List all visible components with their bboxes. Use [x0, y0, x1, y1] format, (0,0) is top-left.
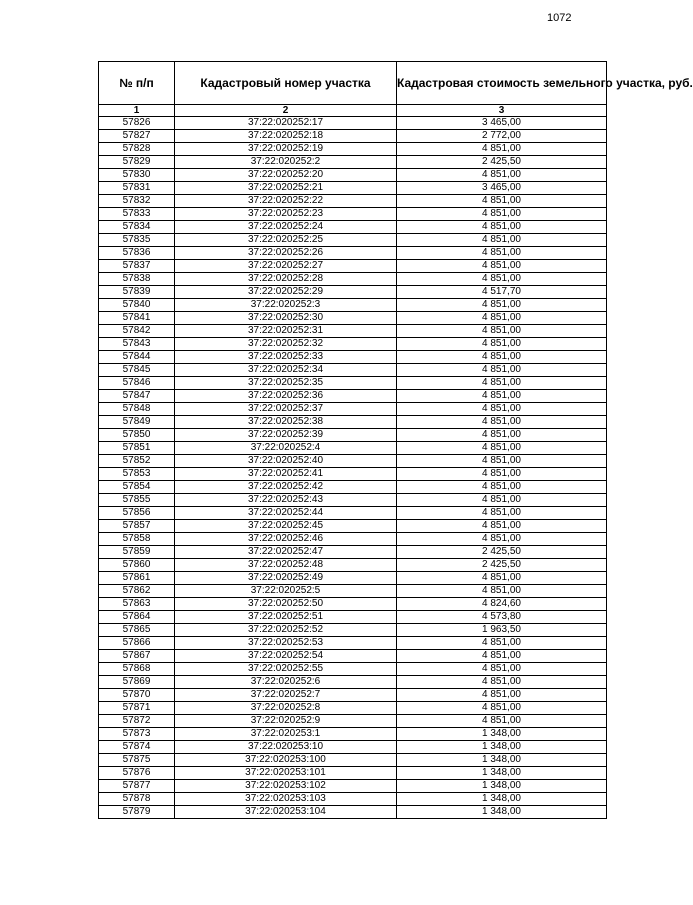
- cadastral-number: 37:22:020252:7: [175, 689, 397, 702]
- cadastral-value: 4 851,00: [397, 416, 607, 429]
- row-number: 57858: [99, 533, 175, 546]
- cadastral-value: 4 517,70: [397, 286, 607, 299]
- cadastral-number: 37:22:020253:10: [175, 741, 397, 754]
- cadastral-number: 37:22:020253:101: [175, 767, 397, 780]
- table-row: [99, 676, 607, 689]
- table-row: [99, 533, 607, 546]
- cadastral-value: 4 851,00: [397, 585, 607, 598]
- table-row: [99, 650, 607, 663]
- table-row: [99, 598, 607, 611]
- row-number: 57874: [99, 741, 175, 754]
- row-number: 57859: [99, 546, 175, 559]
- table-row: [99, 130, 607, 143]
- row-number: 57852: [99, 455, 175, 468]
- row-number: 57830: [99, 169, 175, 182]
- cadastral-value: 4 851,00: [397, 481, 607, 494]
- cadastre-table: [98, 61, 693, 819]
- cadastral-number: 37:22:020252:37: [175, 403, 397, 416]
- cadastral-value: 1 348,00: [397, 806, 607, 819]
- table-row: [99, 143, 607, 156]
- cadastral-number: 37:22:020252:24: [175, 221, 397, 234]
- table-row: [99, 481, 607, 494]
- table-row: [99, 520, 607, 533]
- column-index-1: 1: [99, 105, 175, 117]
- row-number: 57855: [99, 494, 175, 507]
- table-row: [99, 624, 607, 637]
- table-row: [99, 728, 607, 741]
- row-number: 57837: [99, 260, 175, 273]
- table-row: [99, 377, 607, 390]
- row-number: 57829: [99, 156, 175, 169]
- row-number: 57854: [99, 481, 175, 494]
- header-cadastral-value: Кадастровая стоимость земельного участка, руб.: [397, 62, 607, 105]
- cadastral-number: 37:22:020252:5: [175, 585, 397, 598]
- cadastral-number: 37:22:020252:27: [175, 260, 397, 273]
- table-row: [99, 390, 607, 403]
- table-row: [99, 780, 607, 793]
- table-row: [99, 247, 607, 260]
- cadastral-number: 37:22:020252:52: [175, 624, 397, 637]
- row-number: 57827: [99, 130, 175, 143]
- cadastral-value: 2 425,50: [397, 546, 607, 559]
- cadastral-number: 37:22:020252:21: [175, 182, 397, 195]
- table-row: [99, 312, 607, 325]
- row-number: 57866: [99, 637, 175, 650]
- row-number: 57838: [99, 273, 175, 286]
- row-number: 57869: [99, 676, 175, 689]
- table-row: [99, 286, 607, 299]
- row-number: 57878: [99, 793, 175, 806]
- cadastral-value: 4 851,00: [397, 429, 607, 442]
- cadastral-number: 37:22:020252:2: [175, 156, 397, 169]
- table-row: [99, 364, 607, 377]
- cadastral-value: 1 348,00: [397, 767, 607, 780]
- row-number: 57849: [99, 416, 175, 429]
- cadastral-value: 4 851,00: [397, 260, 607, 273]
- cadastral-number: 37:22:020252:31: [175, 325, 397, 338]
- table-row: [99, 546, 607, 559]
- cadastral-number: 37:22:020252:54: [175, 650, 397, 663]
- cadastral-number: 37:22:020252:9: [175, 715, 397, 728]
- cadastral-value: 4 851,00: [397, 455, 607, 468]
- cadastral-value: 3 465,00: [397, 117, 607, 130]
- table-row: [99, 494, 607, 507]
- row-number: 57861: [99, 572, 175, 585]
- table-row: [99, 169, 607, 182]
- cadastral-value: 4 851,00: [397, 364, 607, 377]
- row-number: 57844: [99, 351, 175, 364]
- table-row: [99, 715, 607, 728]
- table-row: [99, 507, 607, 520]
- cadastral-number: 37:22:020252:44: [175, 507, 397, 520]
- cadastral-value: 4 851,00: [397, 702, 607, 715]
- cadastral-number: 37:22:020253:1: [175, 728, 397, 741]
- cadastral-value: 1 348,00: [397, 793, 607, 806]
- row-number: 57834: [99, 221, 175, 234]
- row-number: 57846: [99, 377, 175, 390]
- table-row: [99, 741, 607, 754]
- cadastral-number: 37:22:020252:35: [175, 377, 397, 390]
- cadastral-value: 4 851,00: [397, 143, 607, 156]
- table-row: [99, 273, 607, 286]
- cadastral-number: 37:22:020252:49: [175, 572, 397, 585]
- cadastral-value: 4 573,80: [397, 611, 607, 624]
- table-row: [99, 754, 607, 767]
- cadastral-number: 37:22:020252:30: [175, 312, 397, 325]
- header-number: № п/п: [99, 62, 175, 105]
- cadastral-value: 4 851,00: [397, 442, 607, 455]
- cadastral-value: 2 772,00: [397, 130, 607, 143]
- cadastral-number: 37:22:020252:34: [175, 364, 397, 377]
- cadastral-number: 37:22:020253:100: [175, 754, 397, 767]
- cadastral-number: 37:22:020252:19: [175, 143, 397, 156]
- cadastral-number: 37:22:020252:26: [175, 247, 397, 260]
- cadastral-value: 2 425,50: [397, 559, 607, 572]
- cadastral-value: 3 465,00: [397, 182, 607, 195]
- cadastral-value: 1 348,00: [397, 741, 607, 754]
- cadastral-value: 4 851,00: [397, 221, 607, 234]
- row-number: 57871: [99, 702, 175, 715]
- table-row: [99, 416, 607, 429]
- cadastral-number: 37:22:020252:4: [175, 442, 397, 455]
- cadastral-number: 37:22:020252:40: [175, 455, 397, 468]
- table-row: [99, 455, 607, 468]
- cadastral-value: 1 348,00: [397, 728, 607, 741]
- row-number: 57835: [99, 234, 175, 247]
- cadastral-number: 37:22:020252:18: [175, 130, 397, 143]
- row-number: 57863: [99, 598, 175, 611]
- table-row: [99, 260, 607, 273]
- cadastral-value: 4 851,00: [397, 234, 607, 247]
- row-number: 57867: [99, 650, 175, 663]
- cadastral-number: 37:22:020252:51: [175, 611, 397, 624]
- column-index-3: 3: [397, 105, 607, 117]
- table-row: [99, 325, 607, 338]
- table-row: [99, 572, 607, 585]
- cadastral-value: 4 851,00: [397, 676, 607, 689]
- cadastral-value: 4 851,00: [397, 299, 607, 312]
- cadastral-value: 4 851,00: [397, 377, 607, 390]
- cadastral-number: 37:22:020252:25: [175, 234, 397, 247]
- row-number: 57851: [99, 442, 175, 455]
- cadastral-number: 37:22:020252:38: [175, 416, 397, 429]
- cadastral-number: 37:22:020252:47: [175, 546, 397, 559]
- table-row: [99, 702, 607, 715]
- cadastral-value: 4 851,00: [397, 533, 607, 546]
- cadastral-number: 37:22:020252:48: [175, 559, 397, 572]
- table-row: [99, 767, 607, 780]
- cadastral-value: 1 963,50: [397, 624, 607, 637]
- cadastral-number: 37:22:020252:43: [175, 494, 397, 507]
- row-number: 57832: [99, 195, 175, 208]
- header-row: [99, 62, 607, 105]
- table-row: [99, 611, 607, 624]
- cadastral-value: 4 851,00: [397, 494, 607, 507]
- cadastral-value: 4 851,00: [397, 468, 607, 481]
- row-number: 57839: [99, 286, 175, 299]
- cadastral-value: 4 851,00: [397, 572, 607, 585]
- row-number: 57856: [99, 507, 175, 520]
- row-number: 57841: [99, 312, 175, 325]
- row-number: 57860: [99, 559, 175, 572]
- table-row: [99, 403, 607, 416]
- cadastral-value: 4 851,00: [397, 520, 607, 533]
- table-row: [99, 156, 607, 169]
- cadastral-number: 37:22:020252:42: [175, 481, 397, 494]
- cadastral-number: 37:22:020252:32: [175, 338, 397, 351]
- row-number: 57868: [99, 663, 175, 676]
- cadastral-number: 37:22:020253:102: [175, 780, 397, 793]
- row-number: 57847: [99, 390, 175, 403]
- table-row: [99, 182, 607, 195]
- cadastral-number: 37:22:020252:8: [175, 702, 397, 715]
- row-number: 57842: [99, 325, 175, 338]
- table-row: [99, 234, 607, 247]
- row-number: 57879: [99, 806, 175, 819]
- cadastral-value: 4 851,00: [397, 689, 607, 702]
- table-row: [99, 793, 607, 806]
- cadastral-number: 37:22:020252:55: [175, 663, 397, 676]
- row-number: 57848: [99, 403, 175, 416]
- row-number: 57840: [99, 299, 175, 312]
- cadastral-value: 4 851,00: [397, 195, 607, 208]
- cadastral-value: 4 851,00: [397, 273, 607, 286]
- cadastral-number: 37:22:020252:46: [175, 533, 397, 546]
- row-number: 57864: [99, 611, 175, 624]
- cadastral-number: 37:22:020252:20: [175, 169, 397, 182]
- cadastral-number: 37:22:020252:22: [175, 195, 397, 208]
- table-row: [99, 208, 607, 221]
- table-row: [99, 221, 607, 234]
- table-row: [99, 429, 607, 442]
- table-row: [99, 442, 607, 455]
- table-row: [99, 663, 607, 676]
- cadastral-value: 4 851,00: [397, 715, 607, 728]
- row-number: 57850: [99, 429, 175, 442]
- row-number: 57845: [99, 364, 175, 377]
- cadastral-value: 4 851,00: [397, 637, 607, 650]
- cadastral-value: 4 851,00: [397, 169, 607, 182]
- cadastral-number: 37:22:020252:36: [175, 390, 397, 403]
- table-row: [99, 637, 607, 650]
- cadastral-value: 4 851,00: [397, 403, 607, 416]
- cadastral-value: 4 851,00: [397, 351, 607, 364]
- row-number: 57877: [99, 780, 175, 793]
- cadastral-value: 4 824,60: [397, 598, 607, 611]
- table-row: [99, 338, 607, 351]
- cadastral-value: 4 851,00: [397, 325, 607, 338]
- table-row: [99, 351, 607, 364]
- table-body: [99, 117, 607, 819]
- cadastral-number: 37:22:020252:45: [175, 520, 397, 533]
- cadastral-number: 37:22:020252:50: [175, 598, 397, 611]
- cadastral-number: 37:22:020252:3: [175, 299, 397, 312]
- table-row: [99, 117, 607, 130]
- row-number: 57826: [99, 117, 175, 130]
- cadastral-number: 37:22:020252:6: [175, 676, 397, 689]
- row-number: 57875: [99, 754, 175, 767]
- row-number: 57843: [99, 338, 175, 351]
- cadastral-number: 37:22:020252:53: [175, 637, 397, 650]
- cadastral-number: 37:22:020252:41: [175, 468, 397, 481]
- cadastral-value: 1 348,00: [397, 780, 607, 793]
- cadastral-value: 4 851,00: [397, 650, 607, 663]
- cadastral-number: 37:22:020252:29: [175, 286, 397, 299]
- cadastral-value: 4 851,00: [397, 247, 607, 260]
- row-number: 57865: [99, 624, 175, 637]
- table-row: [99, 559, 607, 572]
- cadastral-value: 4 851,00: [397, 507, 607, 520]
- table-row: [99, 689, 607, 702]
- cadastral-number: 37:22:020252:33: [175, 351, 397, 364]
- cadastral-number: 37:22:020253:103: [175, 793, 397, 806]
- page-number: 1072: [547, 12, 572, 24]
- cadastral-value: 1 348,00: [397, 754, 607, 767]
- row-number: 57872: [99, 715, 175, 728]
- cadastral-number: 37:22:020252:39: [175, 429, 397, 442]
- table-row: [99, 195, 607, 208]
- column-index-row: [99, 105, 607, 117]
- row-number: 57870: [99, 689, 175, 702]
- row-number: 57862: [99, 585, 175, 598]
- row-number: 57836: [99, 247, 175, 260]
- row-number: 57873: [99, 728, 175, 741]
- cadastral-value: 4 851,00: [397, 663, 607, 676]
- table-row: [99, 806, 607, 819]
- cadastral-value: 4 851,00: [397, 312, 607, 325]
- cadastral-value: 4 851,00: [397, 390, 607, 403]
- row-number: 57876: [99, 767, 175, 780]
- cadastral-value: 4 851,00: [397, 208, 607, 221]
- cadastral-number: 37:22:020252:17: [175, 117, 397, 130]
- row-number: 57828: [99, 143, 175, 156]
- column-index-2: 2: [175, 105, 397, 117]
- header-cadastral-number: Кадастровый номер участка: [175, 62, 397, 105]
- row-number: 57857: [99, 520, 175, 533]
- cadastral-number: 37:22:020253:104: [175, 806, 397, 819]
- cadastral-number: 37:22:020252:23: [175, 208, 397, 221]
- table-row: [99, 299, 607, 312]
- row-number: 57833: [99, 208, 175, 221]
- row-number: 57853: [99, 468, 175, 481]
- cadastral-value: 2 425,50: [397, 156, 607, 169]
- table-row: [99, 468, 607, 481]
- row-number: 57831: [99, 182, 175, 195]
- cadastral-value: 4 851,00: [397, 338, 607, 351]
- cadastral-number: 37:22:020252:28: [175, 273, 397, 286]
- table-row: [99, 585, 607, 598]
